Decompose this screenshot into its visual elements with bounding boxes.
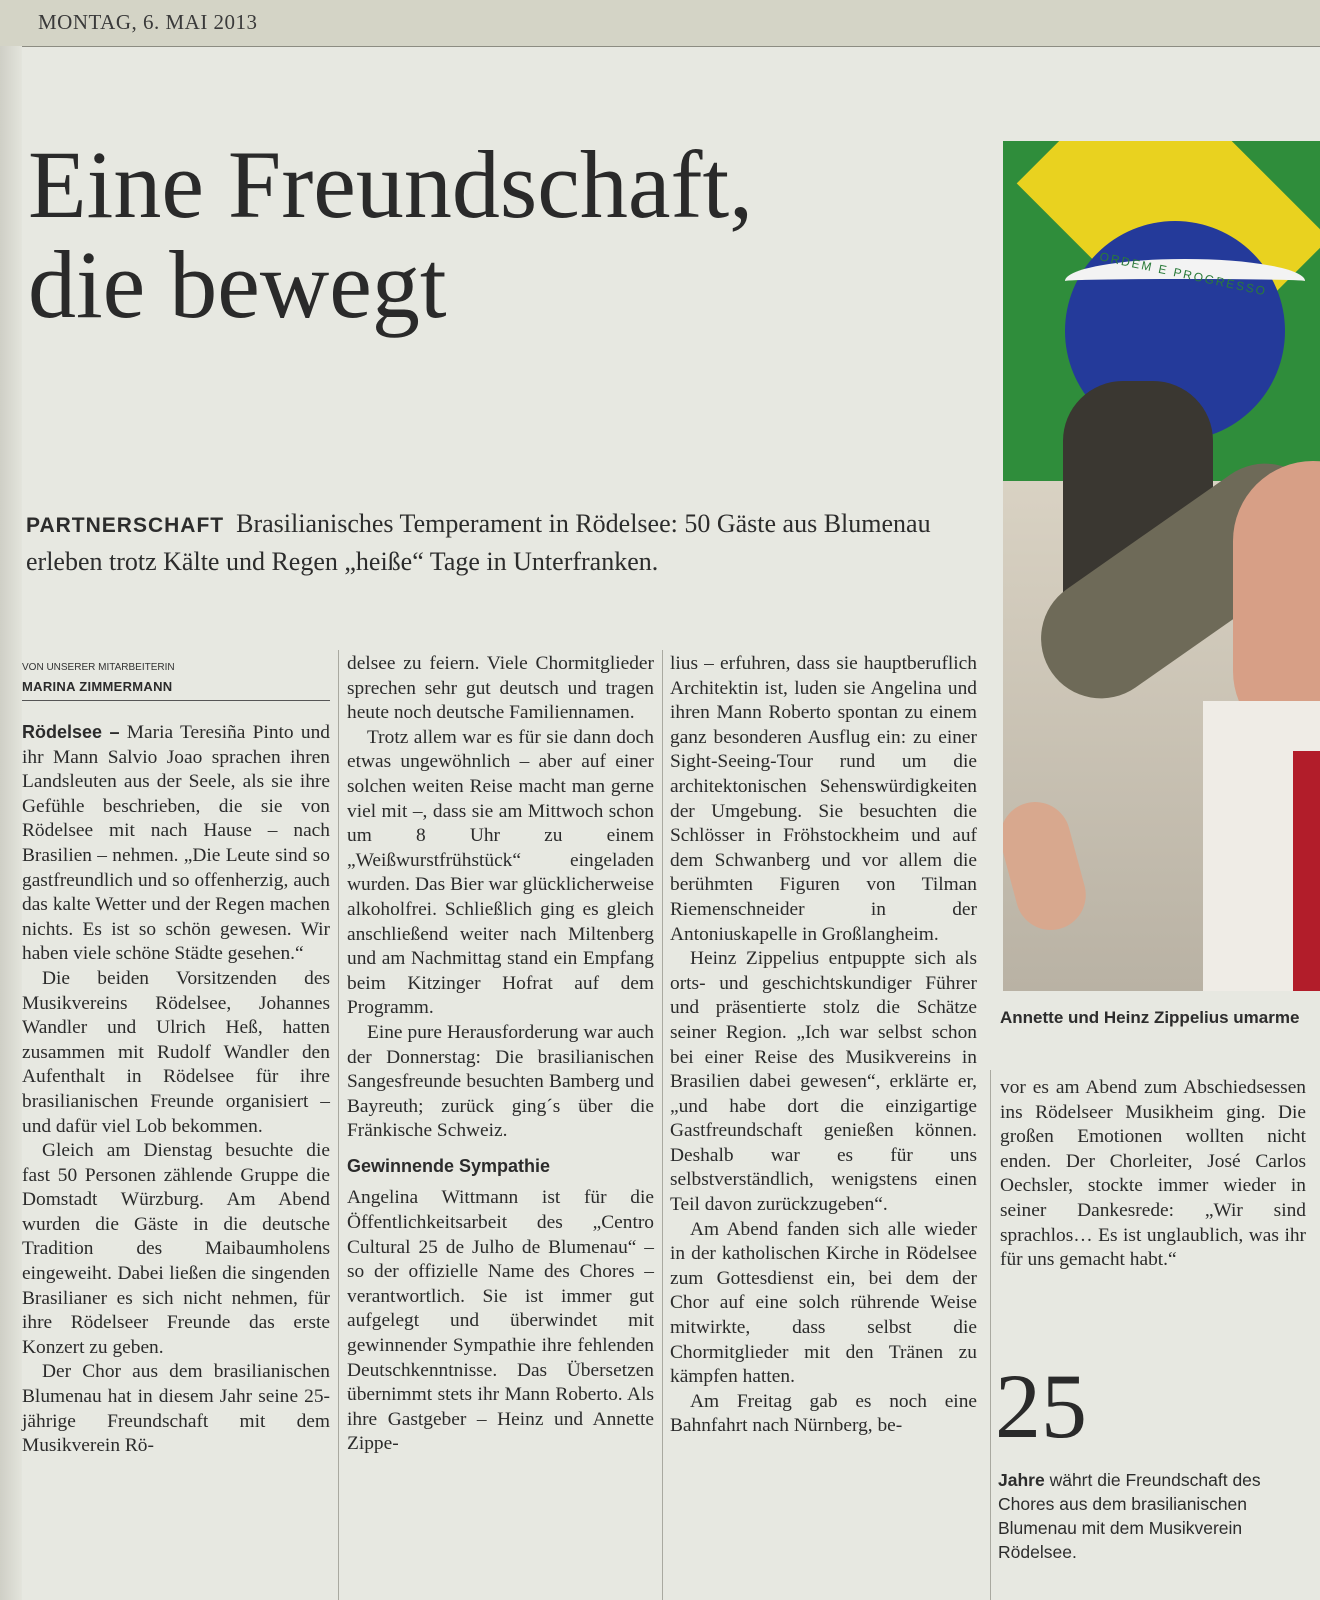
article-column-4: [1000, 1076, 1306, 1273]
page-header-bar: [0, 0, 1320, 47]
section-subheading: Gewinnende Sympathie: [347, 1155, 551, 1176]
paragraph: Angelina Wittmann ist für die Öffentlichkeitsarbeit des „Centro Cultural 25 de Julho de Blumenau“ – so der offizielle Name des Chores – verantwortlich. Sie ist immer gut aufgelegt und überwindet mit gewinnender Sympathie ihre fehlenden Deutschkenntnisse. Das Übersetzen übernimmt stets ihr Mann Roberto. Als ihre Gastgeber – Heinz und Annette Zippe-: [347, 1187, 654, 1455]
factbox-lead: Jahre: [998, 1470, 1045, 1490]
dateline-place: Rödelsee –: [22, 722, 120, 742]
previous-page-edge: [0, 46, 22, 1600]
photo-tie: [1293, 751, 1320, 991]
headline-line-1: Eine Freundschaft,: [28, 131, 754, 238]
column-rule: [990, 1070, 991, 1600]
flag-motto: ORDEM E PROGRESSO: [1098, 249, 1269, 299]
paragraph: lius – erfuhren, dass sie hauptberuflich Architektin ist, luden sie Angelina und ihren Mann Roberto spontan zu einem ganz besonderen Ausflug ein: zu einer Sight-Seeing-Tour rund um die architektonischen Sehenswürdigkeiten der Umgebung. Sie besuchten die Schlösser in Fröhstockheim und auf dem Schwanberg und vor allem die berühmten Figuren von Tilman Riemenschneider in der Antoniuskapelle in Großlangheim.: [670, 653, 977, 945]
article-column-2: [347, 652, 654, 1457]
article-column-3: [670, 652, 977, 1439]
paragraph: [22, 720, 330, 967]
paragraph: Am Abend fanden sich alle wieder in der katholischen Kirche in Rödelsee zum Gottesdienst ein, bei dem der Chor auf eine solch rührende Weise mitwirkte, dass selbst die Chormitglieder mit den Tränen zu kämpfen hatten.: [670, 1218, 977, 1388]
factbox-text: [998, 1468, 1298, 1564]
paragraph: Gleich am Dienstag besuchte die fast 50 Personen zählende Gruppe die Domstadt Würzburg. Am Abend wurden die Gäste in die deutsche Tradition des Maibaumholens eingeweiht. Dabei ließen die singenden Brasilianer es sich nicht nehmen, für ihre Rödelseer Freunde das erste Konzert zu geben.: [22, 1140, 330, 1358]
headline-line-2: die bewegt: [28, 231, 447, 338]
paragraph: Am Freitag gab es noch eine Bahnfahrt nach Nürnberg, be-: [670, 1390, 977, 1437]
paragraph-text: Maria Teresiña Pinto und ihr Mann Salvio Joao sprachen ihren Landsleuten aus der Seele, als sie ihre Gefühle beschrieben, die sie von Rödelsee mit nach Hause – nach Brasilien – nehmen. „Die Leute sind so gastfreundlich und so offenherzig, auch das kalte Wetter und der Regen machen nichts. Es ist so schön gewesen. Wir haben viele schöne Städte gesehen.“: [22, 722, 330, 965]
paragraph: vor es am Abend zum Abschiedsessen ins Rödelseer Musikheim ging. Die großen Emotionen wollten nicht enden. Der Chorleiter, José Carlos Oechsler, stockte immer wieder in seiner Dankesrede: „Wir sind sprachlos… Es ist unglaublich, was ihr für uns gemacht habt.“: [1000, 1077, 1306, 1271]
article-subheadline: [26, 506, 976, 580]
paragraph: Eine pure Herausforderung war auch der Donnerstag: Die brasilianischen Sangesfreunde besuchten Bamberg und Bayreuth; zurück ging´s über die Fränkische Schweiz.: [347, 1021, 654, 1142]
column-rule: [338, 650, 339, 1600]
byline-role: VON UNSERER MITARBEITERIN: [22, 662, 175, 673]
kicker-label: PARTNERSCHAFT: [26, 514, 225, 537]
issue-date: MONTAG, 6. MAI 2013: [38, 10, 258, 34]
factbox-body: währt die Freundschaft des Chores aus dem brasilianischen Blumenau mit dem Musikverein Rödelsee.: [998, 1470, 1261, 1562]
article-column-1: [22, 720, 330, 1459]
byline-author: MARINA ZIMMERMANN: [22, 679, 173, 694]
paragraph: Heinz Zippelius entpuppte sich als orts- und geschichtskundiger Führer und präsentierte stolz die Schätze seiner Region. „Ich war selbst schon bei einer Reise des Musikvereins in Brasilien dabei gewesen“, erklärte er, „und habe dort die einzigartige Gastfreundschaft genießen können. Deshalb war es für uns selbstverständlich, wenigstens einen Teil davon zurückzugeben“.: [670, 948, 977, 1216]
photo-caption: Annette und Heinz Zippelius umarme: [1000, 1008, 1300, 1027]
paragraph: Trotz allem war es für sie dann doch etwas ungewöhnlich – aber auf einer solchen weiten Reise macht man gerne viel mit –, dass sie am Mittwoch schon um 8 Uhr zu einem „Weißwurstfrühstück“ eingeladen wurden. Das Bier war glücklicherweise alkoholfrei. Schließlich ging es gleich anschließend weiter nach Miltenberg und am Nachmittag stand ein Empfang beim Kitzinger Hofrat auf dem Programm.: [347, 726, 654, 1019]
paragraph: Die beiden Vorsitzenden des Musikvereins Rödelsee, Johannes Wandler und Ulrich Heß, hatten zusammen mit Rudolf Wandler den Aufenthalt in Rödelsee für ihre brasilianischen Freunde organisiert – und dafür viel Lob bekommen.: [22, 967, 330, 1137]
kicker-text: Brasilianisches Temperament in Rödelsee: 50 Gäste aus Blumenau erleben trotz Kälte und Regen „heiße“ Tage in Unterfranken.: [26, 509, 931, 576]
column-rule: [662, 650, 663, 1600]
factbox-number: 25: [995, 1355, 1087, 1457]
article-headline: [28, 131, 988, 338]
byline: [22, 662, 330, 701]
paragraph: delsee zu feiern. Viele Chormitglieder sprechen sehr gut deutsch und tragen heute noch deutsche Familiennamen.: [347, 653, 654, 724]
article-photo: [1003, 141, 1320, 991]
paragraph: Der Chor aus dem brasilianischen Blumenau hat in diesem Jahr seine 25-jährige Freundschaft mit dem Musikverein Rö-: [22, 1361, 330, 1457]
